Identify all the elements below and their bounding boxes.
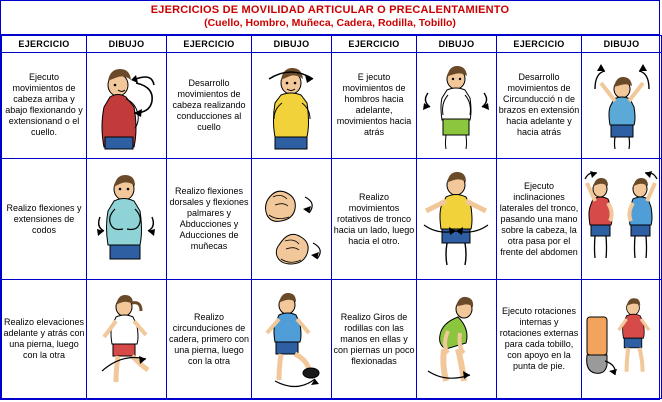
wrist-flexion-figure [253, 167, 331, 271]
exercise-table [1, 35, 662, 399]
shoulder-forward-back-figure [418, 59, 496, 151]
exercise-drawing [417, 53, 497, 159]
exercise-text: Ejecuto inclinaciones laterales del tronco, pasando una mano sobre la cabeza, la otra pasa por el frente del abdomen [497, 158, 582, 280]
header-drawing-4: DIBUJO [582, 36, 662, 53]
exercise-drawing [582, 53, 662, 159]
title-block [1, 1, 659, 35]
neck-flexion-extension-figure [88, 59, 166, 151]
exercise-drawing [417, 280, 497, 399]
exercise-text: Ejecuto rotaciones internas y rotaciones externas para cada tobillo, con apoyo en la punta de pie. [497, 280, 582, 399]
table-row [2, 280, 662, 399]
ankle-rotation-figure [583, 289, 661, 389]
arm-circumduction-figure [583, 59, 661, 151]
exercise-text: Realizo circunduciones de cadera, primero con una pierna, luego con la otra [167, 280, 252, 399]
page-subtitle: (Cuello, Hombro, Muñeca, Cadera, Rodilla, Tobillo) [204, 17, 456, 29]
header-exercise-3: EJERCICIO [332, 36, 417, 53]
elbow-flexion-figure [88, 167, 166, 271]
exercise-text: Desarrollo movimientos de cabeza realizando conducciones al cuello [167, 53, 252, 159]
exercise-text: Realizo Giros de rodillas con las manos en ellas y con piernas un poco flexionadas [332, 280, 417, 399]
exercise-text: Realizo flexiones dorsales y flexiones palmares y Abducciones y Aducciones de muñecas [167, 158, 252, 280]
table-row [2, 53, 662, 159]
hip-circumduction-figure [253, 289, 331, 389]
table-header-row [2, 36, 662, 53]
exercise-drawing [87, 280, 167, 399]
page-title: EJERCICIOS DE MOVILIDAD ARTICULAR O PRECALENTAMIENTO [150, 4, 510, 16]
trunk-rotation-figure [418, 167, 496, 271]
leg-raise-figure [88, 289, 166, 389]
exercise-drawing [417, 158, 497, 280]
header-exercise-2: EJERCICIO [167, 36, 252, 53]
exercise-drawing [252, 53, 332, 159]
header-exercise-4: EJERCICIO [497, 36, 582, 53]
exercise-drawing [87, 53, 167, 159]
exercise-drawing [87, 158, 167, 280]
exercise-drawing [252, 280, 332, 399]
lateral-trunk-bend-figure [583, 167, 661, 271]
knee-rotation-figure [418, 289, 496, 389]
header-drawing-3: DIBUJO [417, 36, 497, 53]
header-drawing-2: DIBUJO [252, 36, 332, 53]
exercise-drawing [252, 158, 332, 280]
header-exercise-1: EJERCICIO [2, 36, 87, 53]
exercise-text: Ejecuto movimientos de cabeza arriba y abajo flexionando y extensionand o el cuello. [2, 53, 87, 159]
exercise-text: Realizo elevaciones adelante y atrás con una pierna, luego con la otra [2, 280, 87, 399]
header-drawing-1: DIBUJO [87, 36, 167, 53]
table-row [2, 158, 662, 280]
exercise-drawing [582, 280, 662, 399]
neck-circumduction-figure [253, 59, 331, 151]
exercise-text: Realizo movimientos rotativos de tronco hacia un lado, luego hacia el otro. [332, 158, 417, 280]
exercise-text: Realizo flexiones y extensiones de codos [2, 158, 87, 280]
exercise-text: E jecuto movimientos de hombros hacia adelante, movimientos hacia atrás [332, 53, 417, 159]
exercise-text: Desarrollo movimientos de Circunducció n de brazos en extensión hacia adelante y hacia atrás [497, 53, 582, 159]
exercise-drawing [582, 158, 662, 280]
